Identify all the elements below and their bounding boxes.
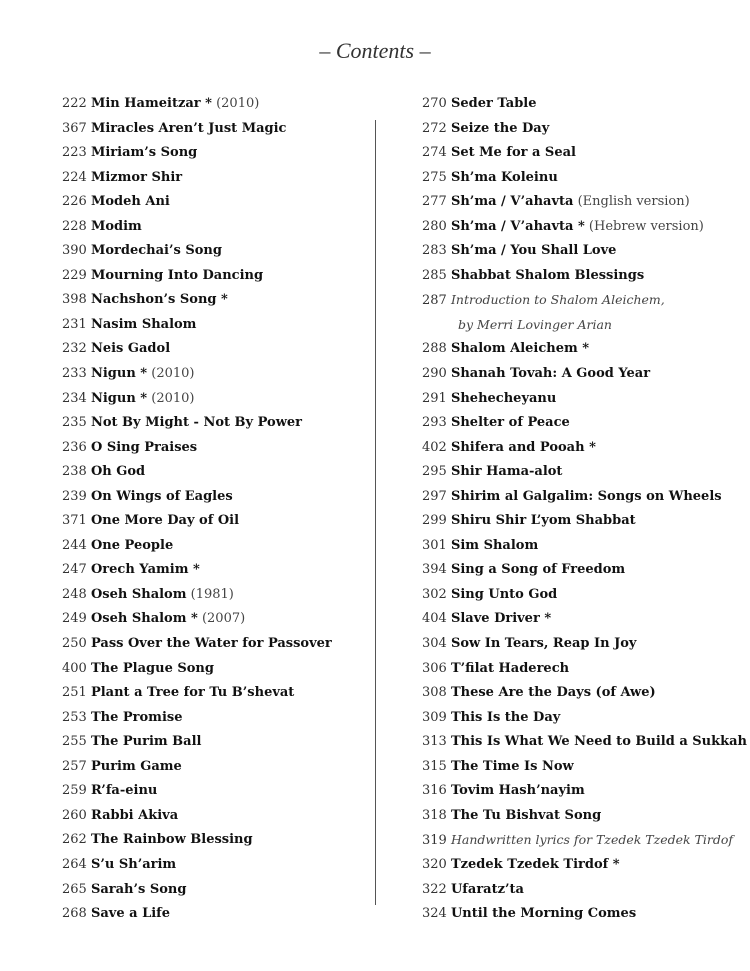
toc-entry — [422, 558, 748, 583]
toc-song-title: Modim — [90, 218, 142, 234]
toc-song-title: Rabbi Akiva — [90, 807, 179, 823]
toc-page-number: 322 — [422, 881, 447, 897]
toc-page-number: 315 — [422, 758, 447, 774]
toc-entry — [62, 337, 392, 362]
toc-song-title: Tovim Hash’nayim — [450, 783, 585, 799]
toc-entry — [422, 288, 748, 313]
toc-page-number: 371 — [62, 513, 87, 529]
toc-song-title: Min Hameitzar * — [90, 96, 212, 111]
toc-italic-note: Handwritten lyrics for Tzedek Tzedek Tirdof — [450, 832, 734, 848]
toc-song-title: Tzedek Tzedek Tirdof * — [450, 856, 620, 872]
toc-entry — [62, 534, 392, 559]
toc-entry — [62, 853, 392, 878]
toc-song-title: Sh’ma Koleinu — [450, 169, 558, 185]
toc-page-number: 260 — [62, 807, 87, 823]
toc-page-number: 244 — [62, 537, 87, 553]
toc-song-title: The Rainbow Blessing — [90, 832, 253, 848]
toc-song-title: Mordechai’s Song — [90, 243, 222, 259]
toc-page-number: 235 — [62, 415, 87, 431]
toc-page-number: 232 — [62, 341, 87, 357]
toc-entry — [62, 828, 392, 853]
toc-song-title: Save a Life — [90, 906, 171, 922]
toc-page-number: 255 — [62, 734, 87, 750]
toc-entry — [422, 853, 748, 878]
toc-entry — [422, 337, 748, 362]
toc-entry — [422, 534, 748, 559]
toc-page-number: 313 — [422, 734, 447, 750]
toc-entry — [62, 583, 392, 608]
toc-page-number: 283 — [422, 243, 447, 259]
page-title: – Contents – — [319, 38, 431, 63]
toc-song-title: Shirim al Galgalim: Songs on Wheels — [450, 488, 722, 504]
toc-entry — [62, 288, 392, 313]
toc-song-title: On Wings of Eagles — [90, 488, 233, 504]
toc-page-number: 297 — [422, 488, 447, 504]
toc-page-number: 250 — [62, 636, 87, 652]
toc-entry — [62, 141, 392, 166]
toc-song-title: Sing Unto God — [450, 586, 558, 602]
toc-page-number: 274 — [422, 145, 447, 161]
toc-page-number: 251 — [62, 685, 87, 701]
toc-entry — [62, 681, 392, 706]
toc-page-number: 264 — [62, 856, 87, 872]
toc-page-number: 394 — [422, 562, 447, 578]
toc-entry — [62, 509, 392, 534]
toc-italic-note: by Merri Lovinger Arian — [458, 316, 612, 332]
toc-page-number: 293 — [422, 415, 447, 431]
toc-song-title: This Is What We Need to Build a Sukkah — [450, 734, 747, 750]
toc-entry — [62, 706, 392, 731]
toc-page-number: 280 — [422, 218, 447, 234]
toc-page-number: 275 — [422, 169, 447, 185]
toc-song-title: The Time Is Now — [450, 758, 574, 774]
toc-page-number: 404 — [422, 611, 447, 627]
toc-song-title: Neis Gadol — [90, 341, 171, 357]
toc-song-title: Sh’ma / V’ahavta — [450, 194, 574, 210]
toc-entry — [422, 632, 748, 657]
toc-entry — [422, 92, 748, 117]
toc-left-column — [62, 92, 392, 927]
toc-page-number: 308 — [422, 685, 447, 701]
toc-entry — [422, 387, 748, 412]
toc-page-number: 248 — [62, 586, 87, 602]
toc-page-number: 257 — [62, 758, 87, 774]
toc-page-number: 295 — [422, 464, 447, 480]
toc-song-title: The Plague Song — [90, 660, 214, 676]
toc-song-title: Miracles Aren’t Just Magic — [90, 120, 287, 136]
toc-entry — [422, 706, 748, 731]
toc-song-title: Nigun * — [90, 390, 148, 406]
toc-song-title: Shehecheyanu — [450, 390, 557, 406]
toc-page-number: 229 — [62, 267, 87, 283]
toc-song-title: O Sing Praises — [90, 439, 198, 455]
toc-song-title: Ufaratz’ta — [450, 881, 524, 897]
toc-page-number: 272 — [422, 120, 447, 136]
toc-right-column — [422, 92, 748, 927]
toc-entry — [62, 607, 392, 632]
toc-song-title: Sow In Tears, Reap In Joy — [450, 636, 637, 652]
toc-song-title: Seder Table — [450, 96, 537, 111]
toc-entry — [62, 485, 392, 510]
toc-entry — [422, 141, 748, 166]
toc-entry — [422, 607, 748, 632]
toc-entry — [62, 215, 392, 240]
toc-entry — [62, 264, 392, 289]
toc-entry — [422, 730, 748, 755]
toc-song-title: Oseh Shalom — [90, 586, 187, 602]
column-divider — [375, 120, 376, 905]
toc-version-note: (2010) — [151, 366, 195, 382]
toc-song-title: The Tu Bishvat Song — [450, 807, 602, 823]
toc-page-number: 320 — [422, 856, 447, 872]
toc-song-title: Shir Hama-alot — [450, 464, 563, 480]
toc-page-number: 367 — [62, 120, 87, 136]
toc-page-number: 223 — [62, 145, 87, 161]
toc-entry — [62, 92, 392, 117]
toc-song-title: Modeh Ani — [90, 194, 170, 210]
toc-song-title: R’fa-einu — [90, 783, 158, 799]
toc-page-number: 253 — [62, 709, 87, 725]
toc-page-number: 247 — [62, 562, 87, 578]
toc-page-number: 390 — [62, 243, 87, 259]
toc-page-number: 249 — [62, 611, 87, 627]
toc-page-number: 228 — [62, 218, 87, 234]
toc-entry — [62, 460, 392, 485]
toc-song-title: Shiru Shir L’yom Shabbat — [450, 513, 636, 529]
toc-song-title: T’filat Haderech — [450, 660, 570, 676]
toc-page-number: 324 — [422, 906, 447, 922]
toc-song-title: This Is the Day — [450, 709, 561, 725]
toc-page-number: 299 — [422, 513, 447, 529]
toc-entry — [62, 362, 392, 387]
toc-entry — [62, 313, 392, 338]
toc-entry — [422, 411, 748, 436]
toc-entry — [422, 460, 748, 485]
toc-entry — [422, 239, 748, 264]
toc-entry — [422, 779, 748, 804]
toc-entry — [62, 755, 392, 780]
toc-song-title: Shifera and Pooah * — [450, 439, 596, 455]
toc-entry — [422, 313, 748, 338]
toc-entry — [62, 878, 392, 903]
toc-song-title: Purim Game — [90, 758, 182, 774]
toc-page-number: 270 — [422, 96, 447, 111]
toc-song-title: These Are the Days (of Awe) — [450, 685, 656, 701]
toc-song-title: Shelter of Peace — [450, 415, 570, 431]
toc-song-title: Mourning Into Dancing — [90, 267, 264, 283]
toc-page-number: 318 — [422, 807, 447, 823]
toc-song-title: Sh’ma / You Shall Love — [450, 243, 617, 259]
toc-song-title: Not By Might - Not By Power — [90, 415, 303, 431]
toc-entry — [422, 362, 748, 387]
toc-page-number: 268 — [62, 906, 87, 922]
toc-page-number: 301 — [422, 537, 447, 553]
toc-entry — [422, 657, 748, 682]
toc-entry — [422, 509, 748, 534]
toc-entry — [422, 485, 748, 510]
toc-song-title: Orech Yamim * — [90, 562, 200, 578]
toc-entry — [62, 436, 392, 461]
toc-page-number: 262 — [62, 832, 87, 848]
toc-page-number: 287 — [422, 293, 447, 309]
toc-page-number: 238 — [62, 464, 87, 480]
toc-song-title: Until the Morning Comes — [450, 906, 637, 922]
toc-song-title: Nigun * — [90, 366, 148, 382]
toc-entry — [422, 681, 748, 706]
toc-version-note: (1981) — [190, 586, 234, 602]
toc-page-number: 291 — [422, 390, 447, 406]
toc-entry — [62, 411, 392, 436]
toc-page-number: 236 — [62, 439, 87, 455]
toc-entry — [62, 902, 392, 927]
toc-page-number: 319 — [422, 833, 447, 849]
toc-page-number: 316 — [422, 783, 447, 799]
toc-entry — [62, 117, 392, 142]
toc-page-number: 306 — [422, 660, 447, 676]
toc-song-title: One More Day of Oil — [90, 513, 240, 529]
toc-entry — [62, 190, 392, 215]
toc-entry — [422, 755, 748, 780]
toc-entry — [422, 828, 748, 853]
toc-song-title: Seize the Day — [450, 120, 550, 136]
toc-song-title: S’u Sh’arim — [90, 856, 177, 872]
toc-page-number: 259 — [62, 783, 87, 799]
toc-entry — [62, 558, 392, 583]
toc-song-title: Plant a Tree for Tu B’shevat — [90, 685, 295, 701]
toc-page-number: 233 — [62, 366, 87, 382]
toc-page-number: 231 — [62, 316, 87, 332]
toc-version-note: (2010) — [216, 96, 260, 111]
toc-song-title: Sing a Song of Freedom — [450, 562, 626, 578]
toc-song-title: Pass Over the Water for Passover — [90, 636, 332, 652]
toc-song-title: Shabbat Shalom Blessings — [450, 267, 645, 283]
toc-italic-note: Introduction to Shalom Aleichem, — [450, 292, 665, 308]
toc-song-title: Slave Driver * — [450, 611, 552, 627]
toc-version-note: (2007) — [201, 611, 246, 627]
toc-entry — [422, 166, 748, 191]
toc-page-number: 265 — [62, 881, 87, 897]
toc-song-title: Set Me for a Seal — [450, 145, 576, 161]
toc-page-number: 224 — [62, 169, 87, 185]
toc-entry — [422, 436, 748, 461]
toc-entry — [422, 902, 748, 927]
toc-song-title: The Promise — [90, 709, 183, 725]
toc-version-note: (English version) — [577, 194, 690, 210]
toc-entry — [62, 632, 392, 657]
toc-song-title: Shalom Aleichem * — [450, 341, 590, 357]
toc-entry — [62, 804, 392, 829]
toc-page-number: 226 — [62, 194, 87, 210]
toc-version-note: (Hebrew version) — [588, 218, 704, 234]
toc-entry — [422, 117, 748, 142]
toc-version-note: (2010) — [151, 390, 195, 406]
toc-song-title: The Purim Ball — [90, 734, 202, 750]
toc-entry — [62, 239, 392, 264]
toc-page-number: 290 — [422, 366, 447, 382]
toc-song-title: Oseh Shalom * — [90, 611, 198, 627]
toc-entry — [62, 779, 392, 804]
toc-song-title: Sim Shalom — [450, 537, 539, 553]
toc-song-title: One People — [90, 537, 174, 553]
toc-page-number: 304 — [422, 636, 447, 652]
toc-song-title: Oh God — [90, 464, 146, 480]
toc-entry — [422, 804, 748, 829]
toc-song-title: Sh’ma / V’ahavta * — [450, 218, 585, 234]
toc-entry — [422, 264, 748, 289]
toc-entry — [62, 166, 392, 191]
toc-entry — [422, 190, 748, 215]
toc-page-number: 234 — [62, 390, 87, 406]
toc-song-title: Miriam’s Song — [90, 145, 198, 161]
toc-page-number: 288 — [422, 341, 447, 357]
toc-entry — [422, 878, 748, 903]
toc-entry — [422, 583, 748, 608]
toc-song-title: Shanah Tovah: A Good Year — [450, 366, 651, 382]
toc-page-number: 222 — [62, 96, 87, 111]
toc-song-title: Mizmor Shir — [90, 169, 183, 185]
toc-page-number: 309 — [422, 709, 447, 725]
toc-page-number: 277 — [422, 194, 447, 210]
toc-song-title: Nasim Shalom — [90, 316, 197, 332]
toc-song-title: Sarah’s Song — [90, 881, 187, 897]
toc-page-number: 302 — [422, 586, 447, 602]
toc-page-number: 398 — [62, 292, 87, 308]
toc-page-number: 400 — [62, 660, 87, 676]
toc-entry — [62, 657, 392, 682]
toc-page-number: 285 — [422, 267, 447, 283]
toc-page-number: 239 — [62, 488, 87, 504]
toc-entry — [62, 387, 392, 412]
toc-song-title: Nachshon’s Song * — [90, 292, 228, 308]
toc-entry — [62, 730, 392, 755]
toc-page-number: 402 — [422, 439, 447, 455]
toc-entry — [422, 215, 748, 240]
